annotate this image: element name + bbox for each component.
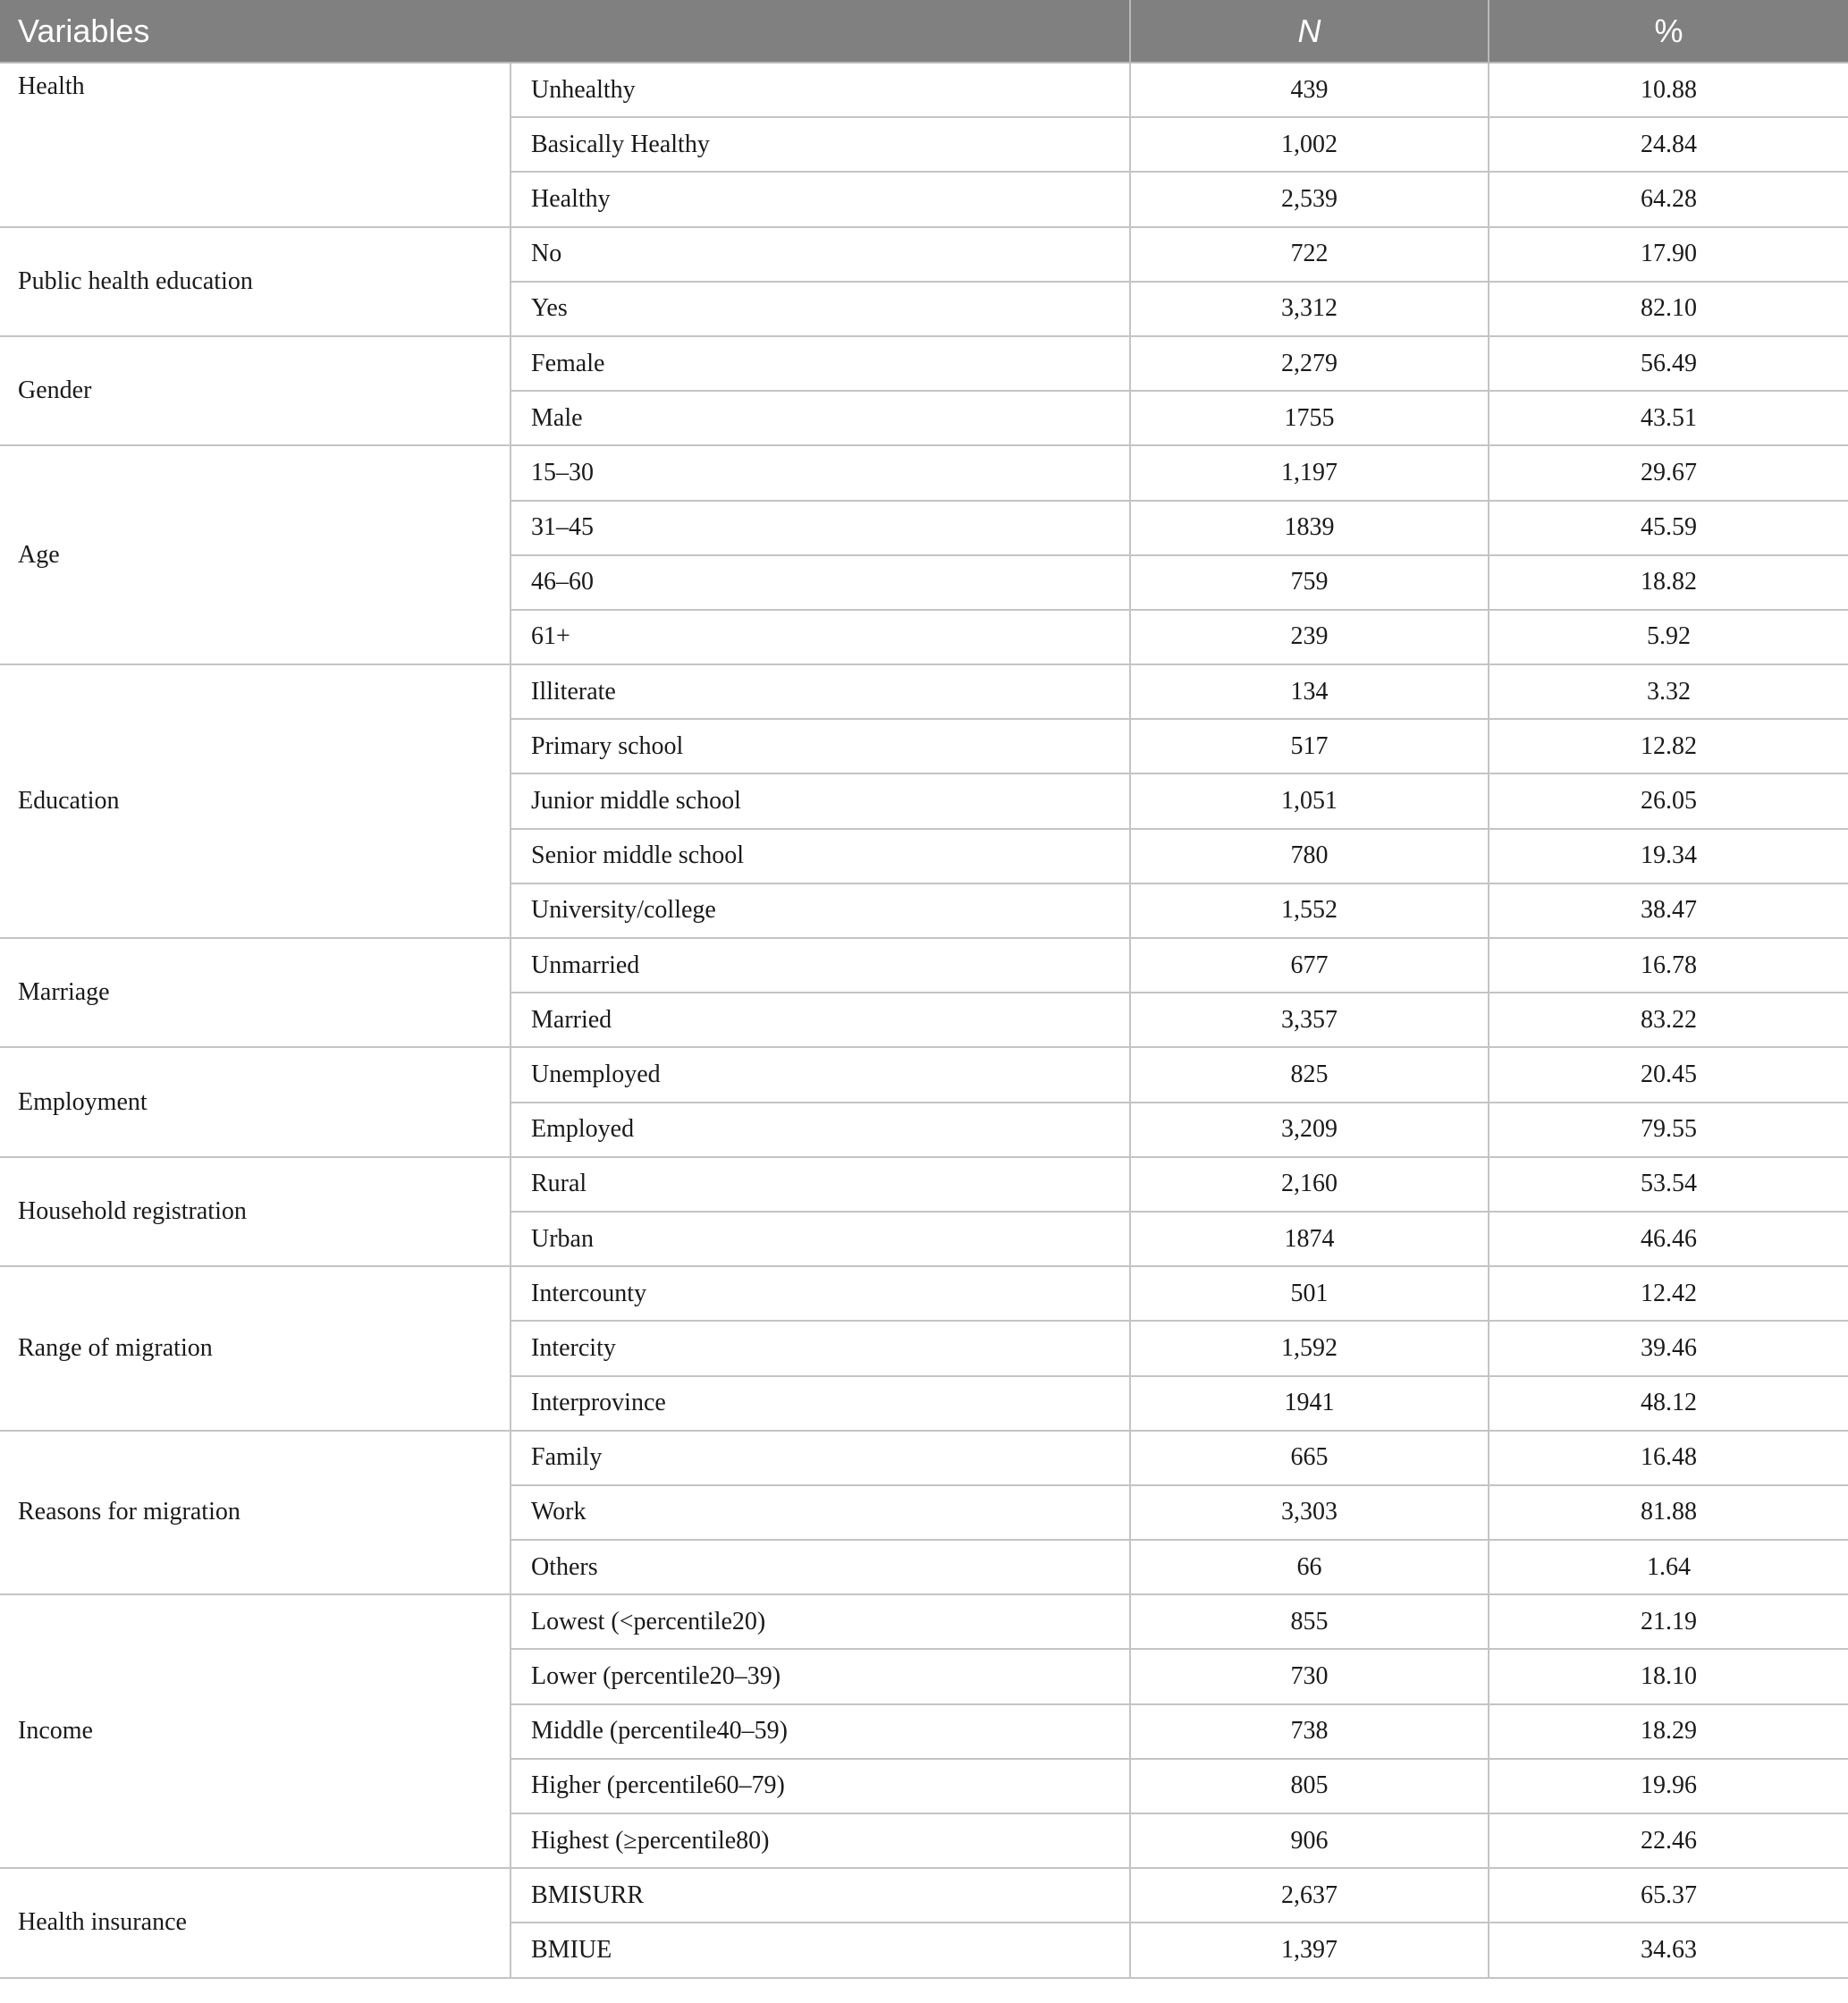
count-cell: 439 (1130, 63, 1489, 117)
category-cell: Illiterate (511, 664, 1130, 719)
table-body (0, 63, 1848, 1978)
variable-cell: Income (0, 1594, 511, 1868)
category-cell: BMISURR (511, 1868, 1130, 1923)
count-cell: 1941 (1130, 1376, 1489, 1431)
header-percent: % (1489, 0, 1848, 63)
category-cell: Unemployed (511, 1047, 1130, 1102)
percent-cell: 16.48 (1489, 1431, 1848, 1485)
variable-cell: Reasons for migration (0, 1431, 511, 1595)
category-cell: Urban (511, 1212, 1130, 1266)
percent-cell: 83.22 (1489, 993, 1848, 1047)
category-cell: 61+ (511, 610, 1130, 664)
count-cell: 517 (1130, 719, 1489, 773)
count-cell: 780 (1130, 829, 1489, 883)
percent-cell: 20.45 (1489, 1047, 1848, 1102)
percent-cell: 3.32 (1489, 664, 1848, 719)
category-cell: Male (511, 391, 1130, 445)
count-cell: 239 (1130, 610, 1489, 664)
category-cell: 31–45 (511, 501, 1130, 555)
percent-cell: 29.67 (1489, 445, 1848, 500)
percent-cell: 18.29 (1489, 1704, 1848, 1759)
variable-cell: Education (0, 664, 511, 938)
table-row (0, 1594, 1848, 1649)
count-cell: 66 (1130, 1540, 1489, 1594)
percent-cell: 1.64 (1489, 1540, 1848, 1594)
count-cell: 730 (1130, 1649, 1489, 1703)
category-cell: Yes (511, 282, 1130, 336)
category-cell: Lower (percentile20–39) (511, 1649, 1130, 1703)
count-cell: 759 (1130, 555, 1489, 610)
table-row (0, 1266, 1848, 1321)
percent-cell: 19.34 (1489, 829, 1848, 883)
percent-cell: 18.10 (1489, 1649, 1848, 1703)
category-cell: Work (511, 1485, 1130, 1540)
percent-cell: 65.37 (1489, 1868, 1848, 1923)
variable-cell: Employment (0, 1047, 511, 1156)
category-cell: Highest (≥percentile80) (511, 1813, 1130, 1868)
category-cell: Junior middle school (511, 773, 1130, 828)
percent-cell: 24.84 (1489, 117, 1848, 172)
count-cell: 501 (1130, 1266, 1489, 1321)
category-cell: Female (511, 336, 1130, 391)
table-row (0, 63, 1848, 117)
table-row (0, 938, 1848, 993)
variable-cell: Public health education (0, 227, 511, 336)
category-cell: 15–30 (511, 445, 1130, 500)
count-cell: 1,051 (1130, 773, 1489, 828)
percent-cell: 82.10 (1489, 282, 1848, 336)
variable-cell: Health (0, 63, 511, 227)
count-cell: 3,357 (1130, 993, 1489, 1047)
percent-cell: 18.82 (1489, 555, 1848, 610)
percent-cell: 12.42 (1489, 1266, 1848, 1321)
count-cell: 2,637 (1130, 1868, 1489, 1923)
count-cell: 855 (1130, 1594, 1489, 1649)
count-cell: 677 (1130, 938, 1489, 993)
count-cell: 825 (1130, 1047, 1489, 1102)
category-cell: Unhealthy (511, 63, 1130, 117)
category-cell: Basically Healthy (511, 117, 1130, 172)
category-cell: Others (511, 1540, 1130, 1594)
percent-cell: 26.05 (1489, 773, 1848, 828)
table-row (0, 1868, 1848, 1923)
percent-cell: 10.88 (1489, 63, 1848, 117)
count-cell: 738 (1130, 1704, 1489, 1759)
category-cell: No (511, 227, 1130, 282)
count-cell: 1874 (1130, 1212, 1489, 1266)
count-cell: 805 (1130, 1759, 1489, 1813)
percent-cell: 38.47 (1489, 883, 1848, 938)
variable-cell: Marriage (0, 938, 511, 1047)
variable-cell: Gender (0, 336, 511, 445)
percent-cell: 12.82 (1489, 719, 1848, 773)
variable-cell: Age (0, 445, 511, 664)
table-row (0, 1431, 1848, 1485)
percent-cell: 48.12 (1489, 1376, 1848, 1431)
category-cell: Higher (percentile60–79) (511, 1759, 1130, 1813)
count-cell: 665 (1130, 1431, 1489, 1485)
count-cell: 2,279 (1130, 336, 1489, 391)
table-row (0, 1047, 1848, 1102)
percent-cell: 21.19 (1489, 1594, 1848, 1649)
category-cell: 46–60 (511, 555, 1130, 610)
count-cell: 1,592 (1130, 1321, 1489, 1375)
table-row (0, 1157, 1848, 1212)
category-cell: Primary school (511, 719, 1130, 773)
count-cell: 906 (1130, 1813, 1489, 1868)
table-row (0, 445, 1848, 500)
header-variables: Variables (0, 0, 1130, 63)
count-cell: 2,539 (1130, 172, 1489, 226)
variable-cell: Range of migration (0, 1266, 511, 1431)
category-cell: Intercity (511, 1321, 1130, 1375)
table-row (0, 336, 1848, 391)
category-cell: Healthy (511, 172, 1130, 226)
count-cell: 134 (1130, 664, 1489, 719)
count-cell: 1755 (1130, 391, 1489, 445)
table-row (0, 227, 1848, 282)
count-cell: 722 (1130, 227, 1489, 282)
percent-cell: 45.59 (1489, 501, 1848, 555)
percent-cell: 5.92 (1489, 610, 1848, 664)
variable-cell: Household registration (0, 1157, 511, 1266)
percent-cell: 53.54 (1489, 1157, 1848, 1212)
category-cell: Family (511, 1431, 1130, 1485)
category-cell: Lowest (<percentile20) (511, 1594, 1130, 1649)
category-cell: University/college (511, 883, 1130, 938)
category-cell: Married (511, 993, 1130, 1047)
category-cell: Rural (511, 1157, 1130, 1212)
count-cell: 3,312 (1130, 282, 1489, 336)
category-cell: Intercounty (511, 1266, 1130, 1321)
table-row (0, 664, 1848, 719)
count-cell: 3,209 (1130, 1103, 1489, 1157)
variable-cell: Health insurance (0, 1868, 511, 1977)
percent-cell: 46.46 (1489, 1212, 1848, 1266)
percent-cell: 16.78 (1489, 938, 1848, 993)
percent-cell: 34.63 (1489, 1923, 1848, 1977)
count-cell: 1,197 (1130, 445, 1489, 500)
percent-cell: 81.88 (1489, 1485, 1848, 1540)
count-cell: 1839 (1130, 501, 1489, 555)
percent-cell: 22.46 (1489, 1813, 1848, 1868)
percent-cell: 19.96 (1489, 1759, 1848, 1813)
percent-cell: 39.46 (1489, 1321, 1848, 1375)
category-cell: Employed (511, 1103, 1130, 1157)
count-cell: 1,002 (1130, 117, 1489, 172)
percent-cell: 43.51 (1489, 391, 1848, 445)
percent-cell: 79.55 (1489, 1103, 1848, 1157)
category-cell: BMIUE (511, 1923, 1130, 1977)
count-cell: 1,552 (1130, 883, 1489, 938)
header-n: N (1130, 0, 1489, 63)
count-cell: 2,160 (1130, 1157, 1489, 1212)
percent-cell: 64.28 (1489, 172, 1848, 226)
percent-cell: 56.49 (1489, 336, 1848, 391)
percent-cell: 17.90 (1489, 227, 1848, 282)
category-cell: Senior middle school (511, 829, 1130, 883)
category-cell: Unmarried (511, 938, 1130, 993)
header-row (0, 0, 1848, 63)
category-cell: Middle (percentile40–59) (511, 1704, 1130, 1759)
count-cell: 3,303 (1130, 1485, 1489, 1540)
count-cell: 1,397 (1130, 1923, 1489, 1977)
category-cell: Interprovince (511, 1376, 1130, 1431)
